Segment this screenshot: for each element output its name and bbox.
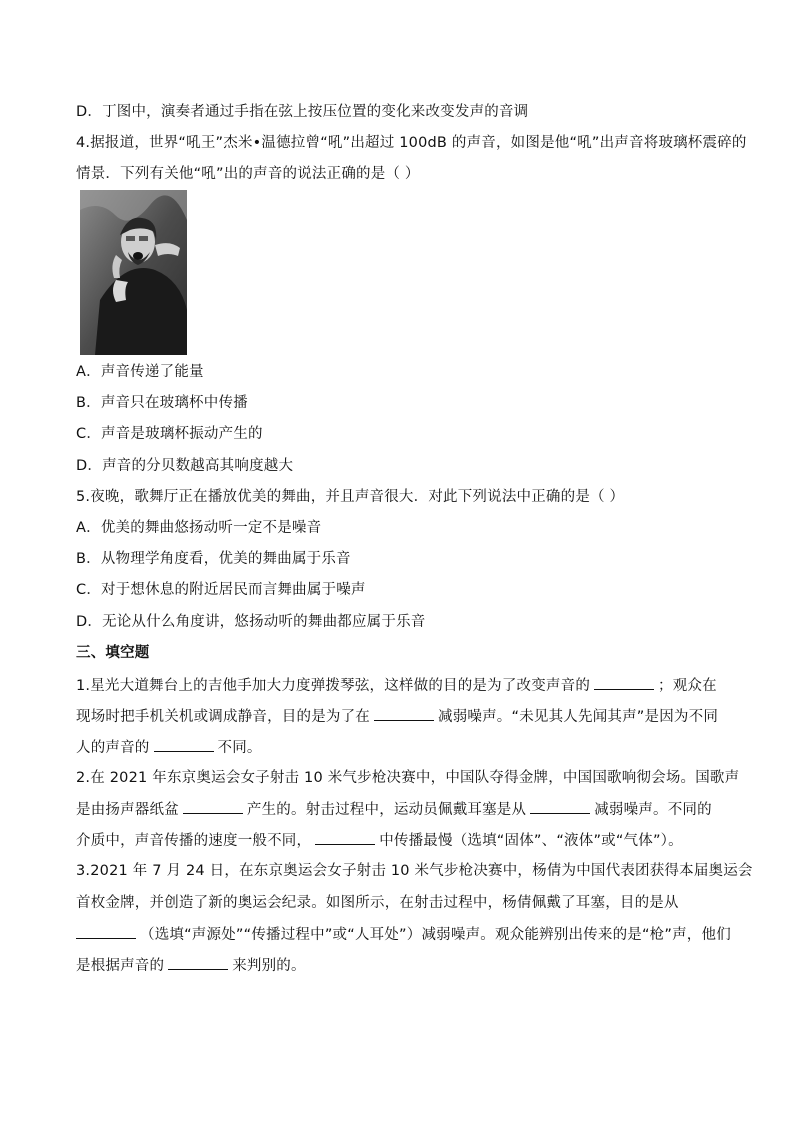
q5-option-d: D．无论从什么角度讲，悠扬动听的舞曲都应属于乐音: [76, 614, 426, 630]
answer-blank[interactable]: [530, 799, 590, 814]
section-title-fill-in: 三、填空题: [76, 645, 150, 661]
q4-photo: [80, 190, 187, 355]
fill1-line1: [76, 675, 717, 696]
fill3-line4: [76, 955, 306, 976]
fill2-text-3a: 介质中，声音传播的速度一般不同，: [76, 833, 312, 849]
fill1-line3: [76, 737, 262, 758]
answer-blank[interactable]: [168, 955, 228, 970]
q5-option-a: A．优美的舞曲悠扬动听一定不是噪音: [76, 520, 322, 536]
answer-blank[interactable]: [315, 830, 375, 845]
fill3-line3: [76, 924, 731, 945]
answer-blank[interactable]: [154, 737, 214, 752]
q5-option-c: C．对于想休息的附近居民而言舞曲属于噪声: [76, 582, 366, 598]
fill1-text-3a: 人的声音的: [76, 740, 150, 756]
answer-blank[interactable]: [183, 799, 243, 814]
fill2-line3: [76, 830, 683, 851]
fill3-text-4a: 是根据声音的: [76, 958, 165, 974]
fill3-text-3b: （选填“声源处”“传播过程中”或“人耳处”）减弱噪声。观众能辨别出传来的是“枪”声，他们: [140, 927, 731, 943]
shouting-man-photo: [80, 190, 187, 355]
answer-blank[interactable]: [76, 924, 136, 939]
q4-stem-line1: 4.据报道，世界“吼王”杰米•温德拉曾“吼”出超过 100dB 的声音，如图是他“吼”出声音将玻璃杯震碎的: [76, 135, 747, 151]
fill2-text-2a: 是由扬声器纸盆: [76, 802, 179, 818]
fill1-text-2b: 减弱噪声。“未见其人先闻其声”是因为不同: [438, 709, 719, 725]
fill1-text-3b: 不同。: [217, 740, 262, 756]
q5-stem: 5.夜晚，歌舞厅正在播放优美的舞曲，并且声音很大．对此下列说法中正确的是（ ）: [76, 489, 625, 505]
q4-option-a: A．声音传递了能量: [76, 364, 204, 380]
fill3-text-4b: 来判别的。: [232, 958, 306, 974]
q3-option-d: D．丁图中，演奏者通过手指在弦上按压位置的变化来改变发声的音调: [76, 104, 529, 120]
fill1-text-2a: 现场时把手机关机或调成静音，目的是为了在: [76, 709, 370, 725]
fill3-line2: 首枚金牌，并创造了新的奥运会纪录。如图所示，在射击过程中，杨倩佩戴了耳塞，目的是从: [76, 895, 679, 911]
fill2-text-2c: 减弱噪声。不同的: [594, 802, 712, 818]
answer-blank[interactable]: [374, 706, 434, 721]
q4-option-d: D．声音的分贝数越高其响度越大: [76, 458, 294, 474]
fill3-line1: 3.2021 年 7 月 24 日，在东京奥运会女子射击 10 米气步枪决赛中，杨倩为中国代表团获得本届奥运会: [76, 863, 753, 879]
fill2-line2: [76, 799, 712, 820]
q5-option-b: B．从物理学角度看，优美的舞曲属于乐音: [76, 551, 351, 567]
fill2-text-2b: 产生的。射击过程中，运动员佩戴耳塞是从: [246, 802, 527, 818]
q4-stem-line2: 情景．下列有关他“吼”出的声音的说法正确的是（ ）: [76, 166, 420, 182]
fill2-text-3b: 中传播最慢（选填“固体”、“液体”或“气体”）。: [379, 833, 683, 849]
fill1-text-1b: ；观众在: [658, 678, 717, 694]
fill1-line2: [76, 706, 718, 727]
fill1-text-1a: 1.星光大道舞台上的吉他手加大力度弹拨琴弦，这样做的目的是为了改变声音的: [76, 678, 591, 694]
q4-option-c: C．声音是玻璃杯振动产生的: [76, 426, 263, 442]
q4-option-b: B．声音只在玻璃杯中传播: [76, 395, 248, 411]
fill2-line1: 2.在 2021 年东京奥运会女子射击 10 米气步枪决赛中，中国队夺得金牌，中国国歌响彻会场。国歌声: [76, 770, 740, 786]
answer-blank[interactable]: [594, 675, 654, 690]
